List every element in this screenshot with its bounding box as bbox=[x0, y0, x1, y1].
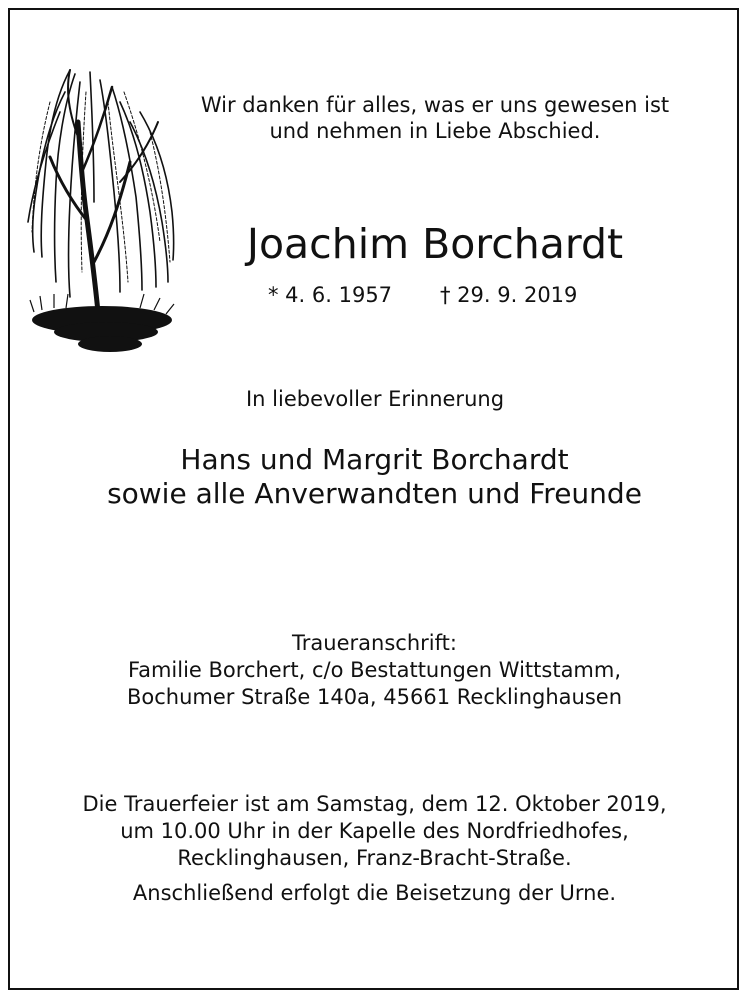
address-line-1: Familie Borchert, c/o Bestattungen Wittstamm, bbox=[127, 658, 622, 682]
motto-line-1: Wir danken für alles, was er uns gewesen ist bbox=[200, 93, 670, 117]
address-line-2: Bochumer Straße 140a, 45661 Recklinghausen bbox=[126, 685, 623, 709]
motto-line-2: und nehmen in Liebe Abschied. bbox=[269, 119, 601, 143]
address-heading: Traueranschrift: bbox=[292, 631, 457, 655]
service-line-3: Recklinghausen, Franz-Bracht-Straße. bbox=[177, 846, 572, 870]
death-date: † 29. 9. 2019 bbox=[440, 283, 578, 307]
deceased-name: Joachim Borchardt bbox=[246, 220, 624, 268]
birth-date: * 4. 6. 1957 bbox=[268, 283, 393, 307]
service-line-1: Die Trauerfeier ist am Samstag, dem 12. Oktober 2019, bbox=[82, 792, 667, 816]
mourners-line-2: sowie alle Anverwandten und Freunde bbox=[107, 477, 642, 510]
remembrance-line: In liebevoller Erinnerung bbox=[245, 387, 505, 411]
service-line-2: um 10.00 Uhr in der Kapelle des Nordfriedhofes, bbox=[120, 819, 629, 843]
mourners-line-1: Hans und Margrit Borchardt bbox=[180, 443, 569, 476]
service-line-4: Anschließend erfolgt die Beisetzung der Urne. bbox=[132, 881, 617, 905]
weeping-willow-icon bbox=[20, 62, 180, 367]
